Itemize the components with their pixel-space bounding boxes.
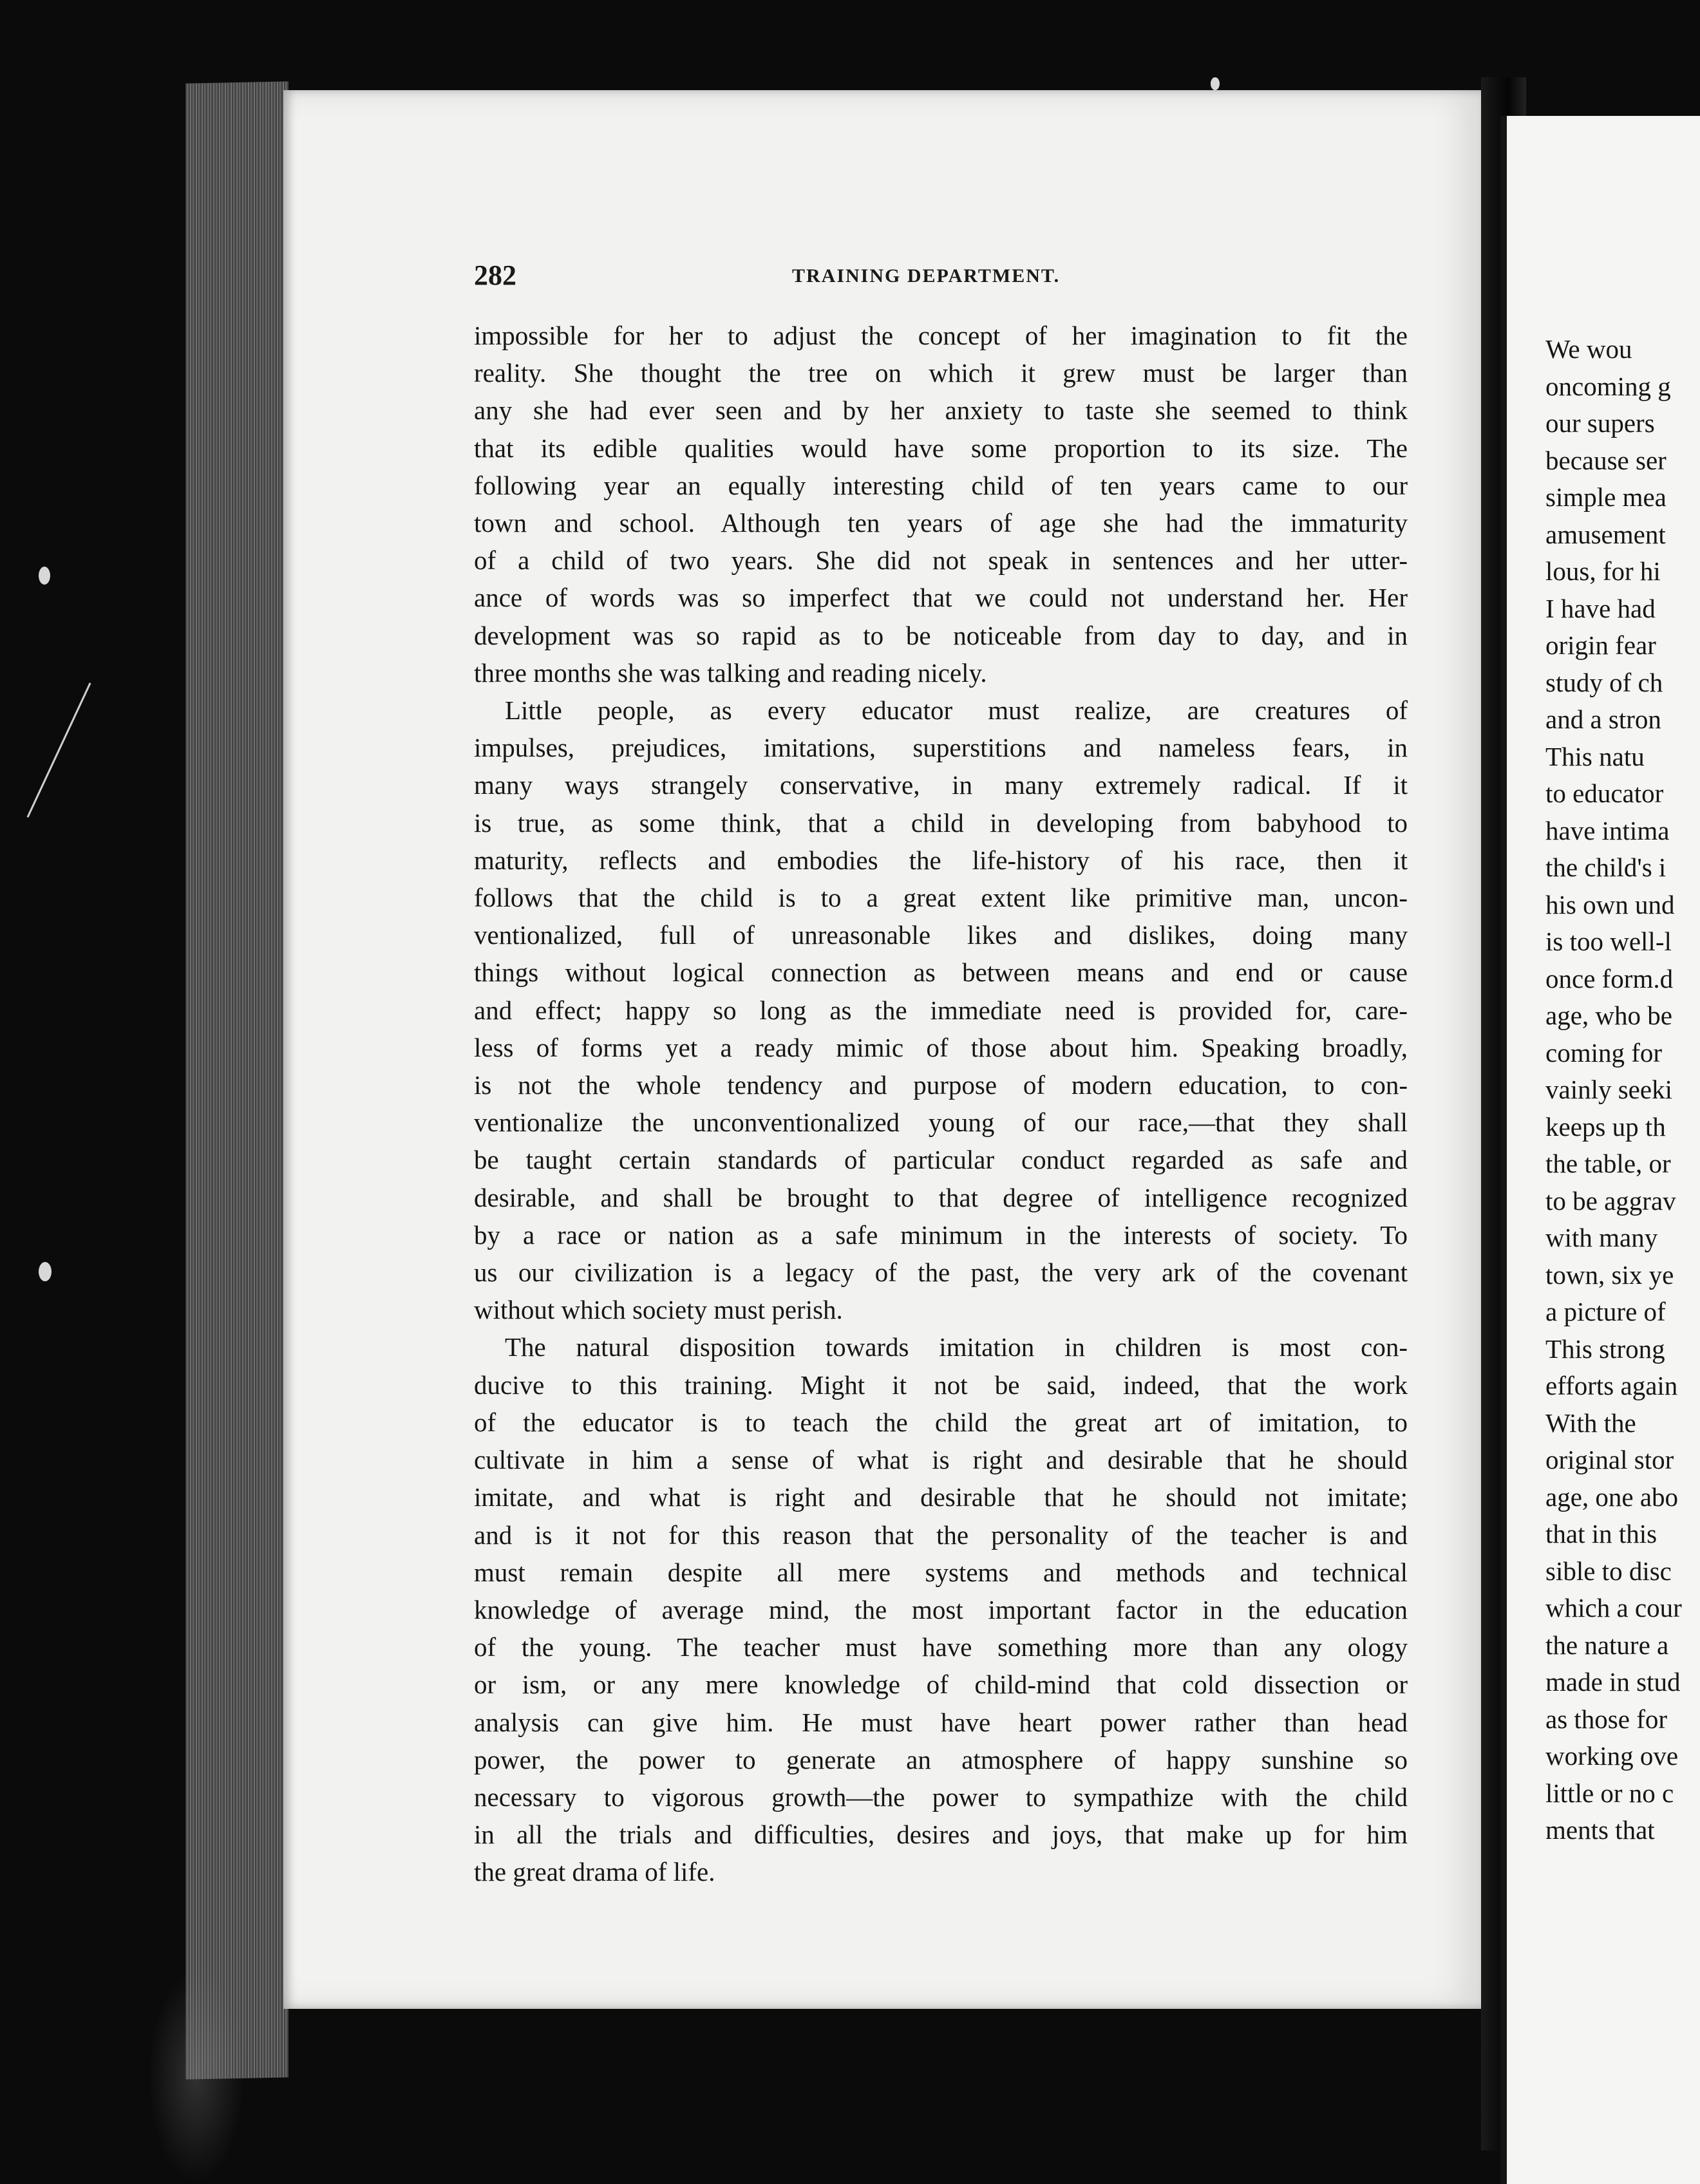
page-header (474, 259, 1401, 297)
text-line: ventionalize the unconventionalized young of our race,—that they shall (474, 1107, 1408, 1138)
text-line: made in stud (1545, 1667, 1681, 1697)
text-line: with many (1545, 1223, 1658, 1252)
text-line: once form.d (1545, 963, 1674, 993)
text-line: With the (1545, 1407, 1636, 1438)
text-line: less of forms yet a ready mimic of those about him. Speaking broadly, (474, 1032, 1408, 1062)
paragraph (474, 1328, 1408, 1890)
text-line: by a race or nation as a safe minimum in the interests of society. To (474, 1219, 1408, 1250)
text-line: little or no c (1545, 1778, 1674, 1808)
text-line: many ways strangely conservative, in many extremely radical. If it (474, 770, 1408, 800)
text-line: study of ch (1545, 667, 1663, 697)
text-line: us our civilization is a legacy of the past, the very ark of the covenant (474, 1257, 1408, 1288)
text-line: working ove (1545, 1741, 1679, 1771)
text-line: age, one abo (1545, 1482, 1679, 1512)
text-line: our supers (1545, 408, 1655, 438)
text-line: that its edible qualities would have some proportion to its size. The (474, 433, 1408, 463)
text-line: impulses, prejudices, imitations, superstitions and nameless fears, in (474, 733, 1408, 763)
text-line: original stor (1545, 1445, 1674, 1474)
text-line: following year an equally interesting child of ten years came to our (474, 470, 1408, 500)
text-line: origin fear (1545, 630, 1656, 660)
water-stain (148, 1970, 245, 2183)
text-line: simple mea (1545, 482, 1667, 512)
text-line: to be aggrav (1545, 1185, 1676, 1216)
text-line: power, the power to generate an atmosphere of happy sunshine so (474, 1744, 1408, 1774)
book-page-edges (185, 81, 288, 2079)
text-line: a picture of (1545, 1297, 1666, 1326)
text-line: that in this (1545, 1519, 1658, 1549)
text-line: amusement (1545, 519, 1666, 549)
text-line: three months she was talking and reading nicely. (474, 657, 987, 688)
text-line: follows that the child is to a great extent like primitive man, uncon- (474, 883, 1408, 913)
text-line: desirable, and shall be brought to that degree of intelligence recognized (474, 1182, 1408, 1212)
text-line: is true, as some think, that a child in developing from babyhood to (474, 807, 1408, 838)
text-line: development was so rapid as to be noticeable from day to day, and in (474, 620, 1408, 650)
text-line: to educator (1545, 778, 1664, 808)
text-line: town, six ye (1545, 1259, 1674, 1290)
text-line: vainly seeki (1545, 1075, 1672, 1104)
text-line: We wou (1545, 334, 1632, 364)
right-page-partial-text (1545, 331, 1700, 1849)
text-line: and is it not for this reason that the personality of the teacher is and (474, 1520, 1408, 1550)
text-line: is too well-l (1545, 927, 1672, 956)
text-line: the child's i (1545, 852, 1667, 882)
text-line: knowledge of average mind, the most important factor in the education (474, 1594, 1408, 1624)
text-line: ments that (1545, 1815, 1655, 1845)
running-title: TRAINING DEPARTMENT. (792, 265, 1061, 287)
text-line: coming for (1545, 1037, 1663, 1068)
dust-speck (1211, 77, 1220, 90)
text-line: or ism, or any mere knowledge of child-mind that cold dissection or (474, 1670, 1408, 1700)
text-line: as those for (1545, 1704, 1668, 1734)
text-line: keeps up th (1545, 1111, 1666, 1142)
text-line: necessary to vigorous growth—the power to sympathize with the child (474, 1782, 1408, 1812)
text-line: of the young. The teacher must have something more than any ology (474, 1632, 1408, 1662)
text-line: the nature a (1545, 1630, 1669, 1660)
text-line: impossible for her to adjust the concept of her imagination to fit the (474, 321, 1408, 350)
text-line: any she had ever seen and by her anxiety to taste she seemed to think (474, 395, 1408, 426)
text-line: ance of words was so imperfect that we could not understand her. Her (474, 583, 1408, 613)
page-number: 282 (474, 259, 516, 291)
text-line: lous, for hi (1545, 556, 1661, 586)
text-line: is not the whole tendency and purpose of modern education, to con- (474, 1070, 1408, 1100)
text-line: without which society must perish. (474, 1295, 843, 1325)
text-line: because ser (1545, 445, 1667, 475)
text-line: This strong (1545, 1333, 1665, 1364)
text-line: must remain despite all mere systems and methods and technical (474, 1557, 1408, 1587)
text-line: cultivate in him a sense of what is right and desirable that he should (474, 1445, 1408, 1475)
text-line: things without logical connection as between means and end or cause (474, 957, 1408, 988)
film-scratch (27, 682, 91, 818)
text-line: town and school. Although ten years of age she had the immaturity (474, 508, 1408, 538)
text-line: in all the trials and difficulties, desires and joys, that make up for him (474, 1820, 1408, 1850)
text-line: The natural disposition towards imitation in children is most con- (505, 1332, 1408, 1362)
text-line: analysis can give him. He must have heart power rather than head (474, 1707, 1408, 1737)
paragraph (474, 317, 1408, 692)
text-line: of the educator is to teach the child the great art of imitation, to (474, 1407, 1408, 1437)
text-line: ducive to this training. Might it not be said, indeed, that the work (474, 1370, 1408, 1400)
text-line: imitate, and what is right and desirable that he should not imitate; (474, 1482, 1408, 1512)
text-line: age, who be (1545, 1001, 1672, 1030)
text-line: Little people, as every educator must realize, are creatures of (505, 695, 1408, 726)
text-line: maturity, reflects and embodies the life-history of his race, then it (474, 845, 1408, 875)
text-line: ventionalized, full of unreasonable likes and dislikes, doing many (474, 920, 1408, 950)
paragraph (474, 692, 1408, 1328)
text-line: efforts again (1545, 1371, 1678, 1400)
text-line: I have had (1545, 593, 1656, 623)
text-line: sible to disc (1545, 1556, 1672, 1586)
text-line: of a child of two years. She did not speak in sentences and her utter- (474, 545, 1408, 576)
text-line: and a stron (1545, 704, 1661, 734)
text-line: This natu (1545, 741, 1645, 771)
text-line: oncoming g (1545, 371, 1671, 401)
text-line: have intima (1545, 815, 1670, 845)
text-line: the table, or (1545, 1149, 1671, 1178)
left-page-body-text (474, 317, 1408, 1891)
text-line: be taught certain standards of particular conduct regarded as safe and (474, 1145, 1408, 1175)
text-line: which a cour (1545, 1593, 1682, 1623)
dust-speck (39, 567, 50, 585)
text-line: the great drama of life. (474, 1857, 715, 1887)
text-line: and effect; happy so long as the immediate need is provided for, care- (474, 995, 1408, 1025)
text-line: his own und (1545, 889, 1675, 919)
text-line: reality. She thought the tree on which it grew must be larger than (474, 358, 1408, 388)
dust-speck (39, 1262, 52, 1281)
